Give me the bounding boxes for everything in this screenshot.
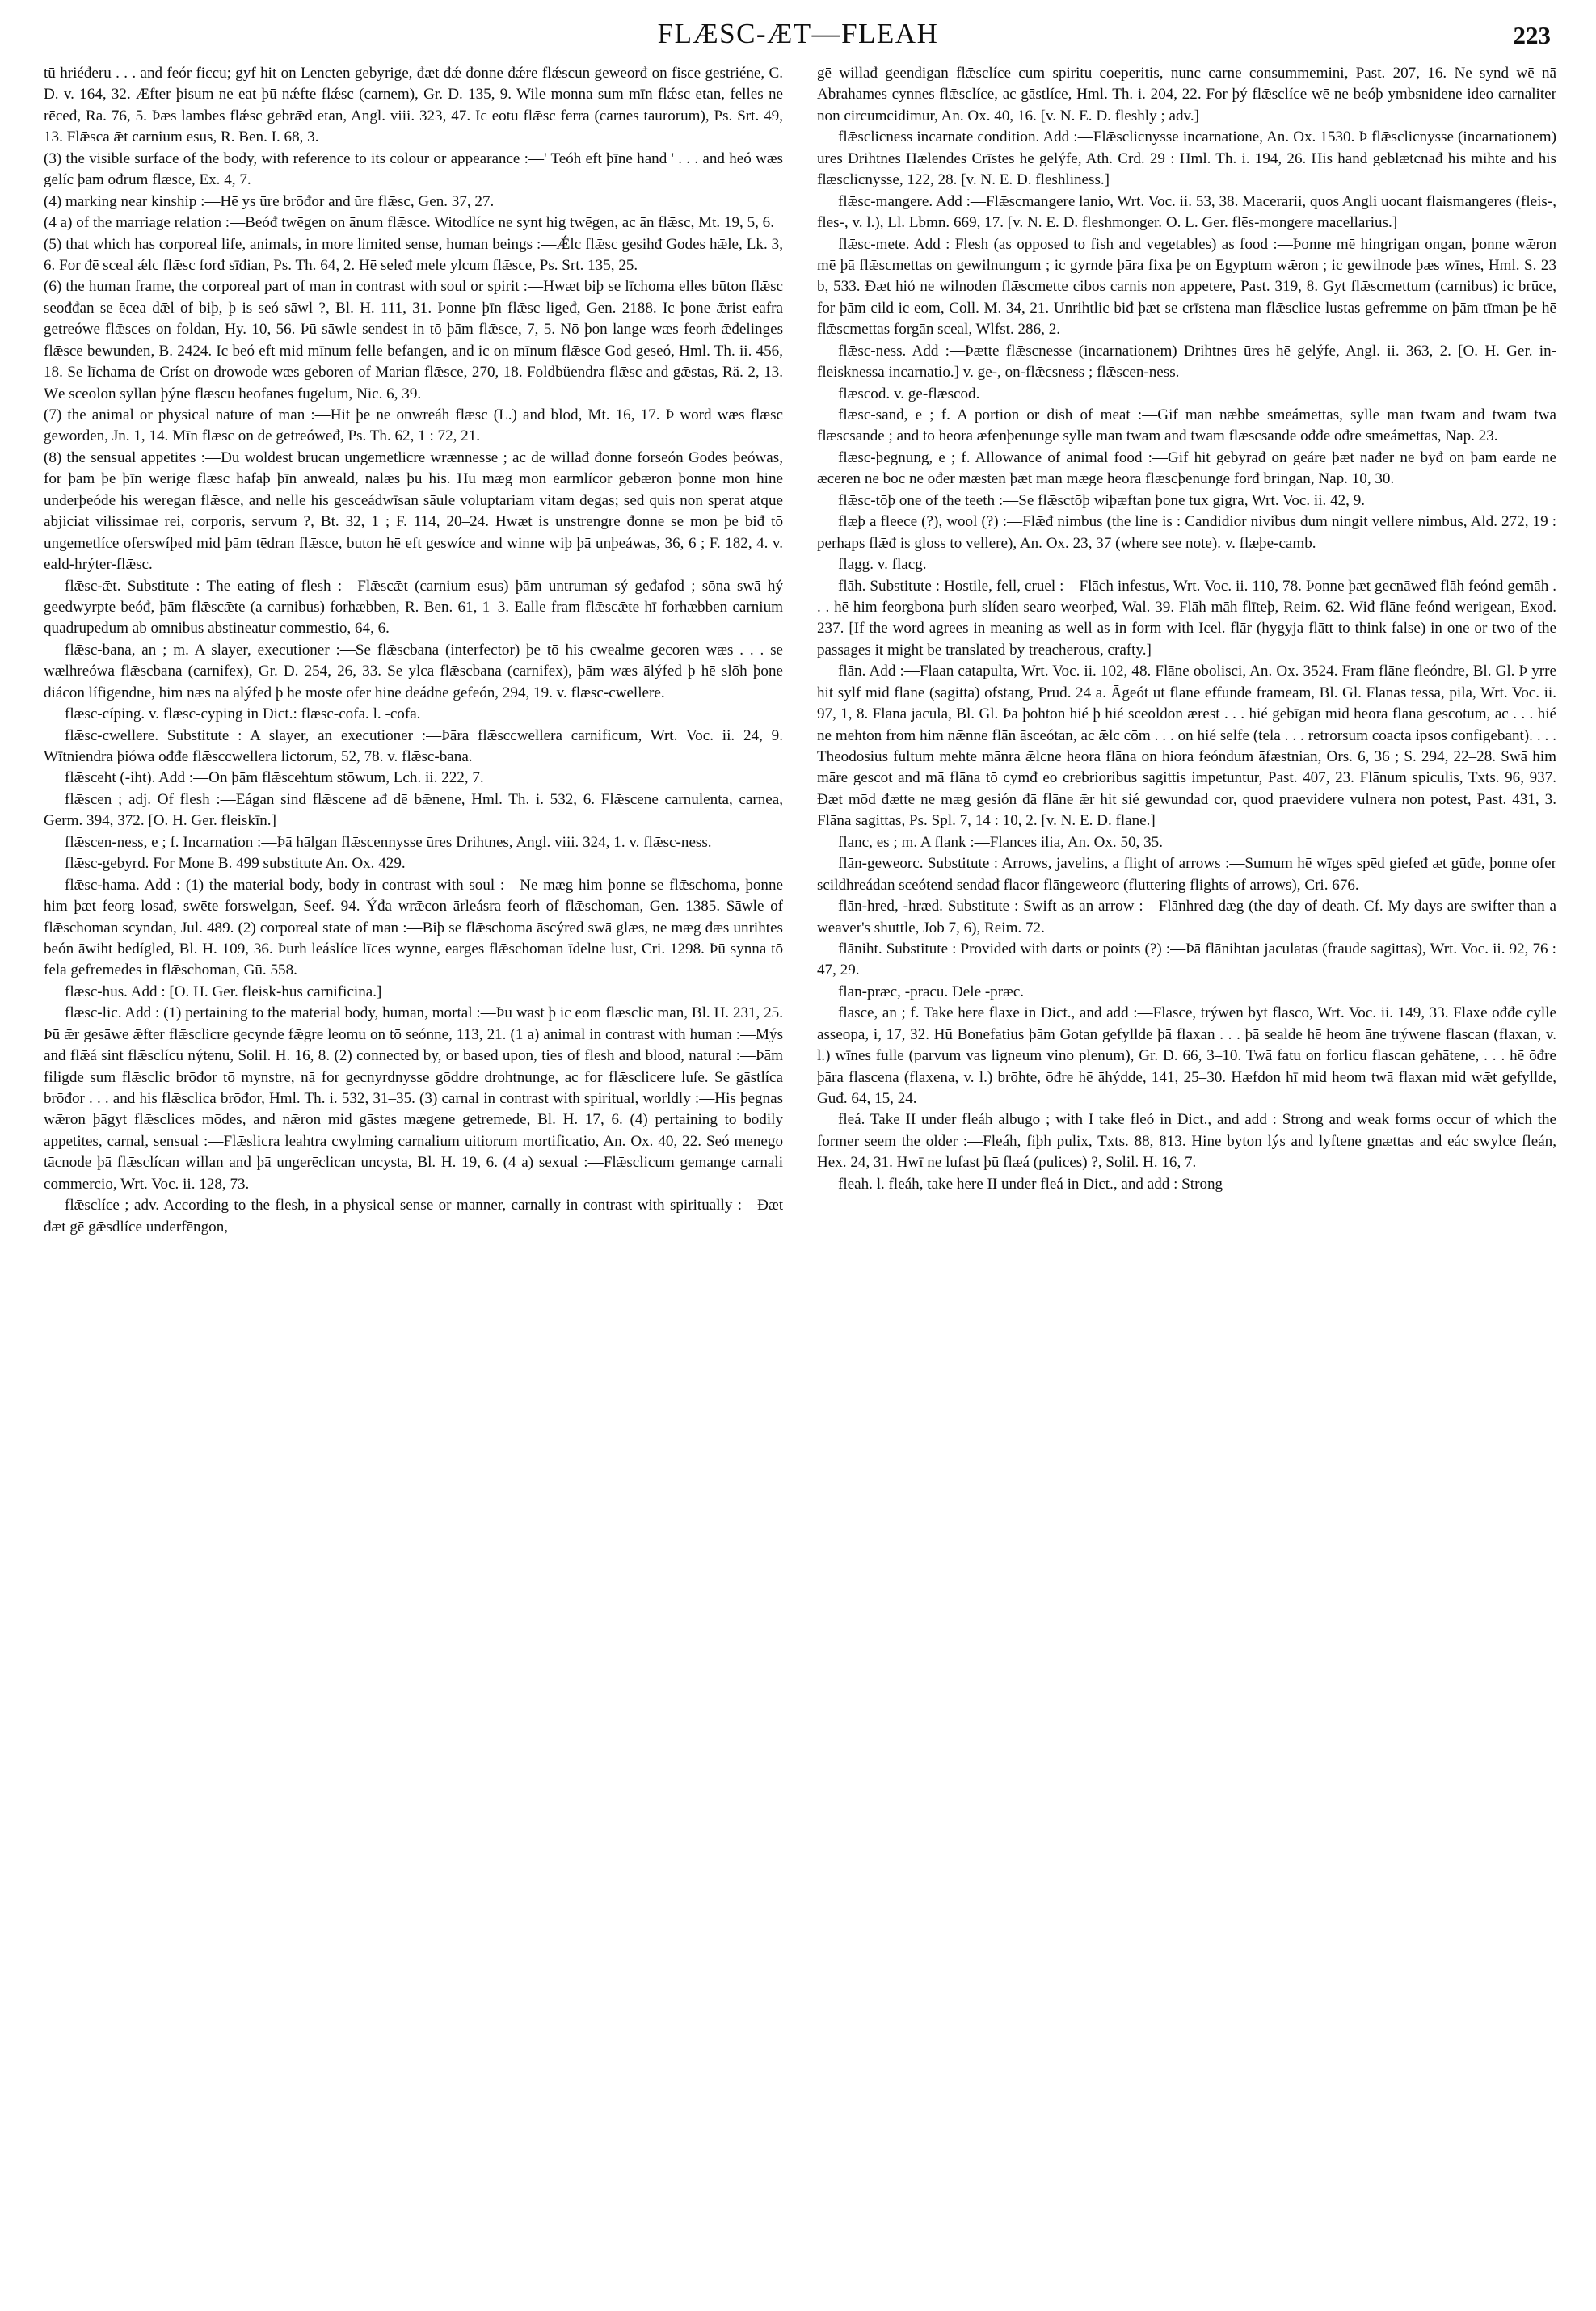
left-column xyxy=(44,63,783,2277)
entry: flǣsc-gebyrd. For Mone B. 499 substitute An. Ox. 429. xyxy=(65,855,406,873)
entry: flǣsc-þegnung, e ; f. Allowance of animal food :—Gif hit gebyrađ on geáre þæt nāđer ne byđ on þām earde ne æceren ne bōc ne ōđer mæsten þæt man mæge heora flǣscþēnunge forđ bringan, Nap. 10, 30. xyxy=(817,448,1556,488)
entry: flān-geweorc. Substitute : Arrows, javelins, a flight of arrows :—Sumum hē wīges spēd giefeđ æt gūđe, þonne ofer scildhreádan sceótend sendađ flacor flāngeweorc (fluttering flights of arrows), Cri. 676. xyxy=(817,855,1556,894)
entry: flǣsc-hama. Add : (1) the material body, body in contrast with soul :—Ne mæg him þonne se flǣschoma, þonne him þæt feorg losađ, swēte forswelgan, Seef. 94. Ýđa wrǣcon ārleásra feorh of flǣschoman, Gen. 1385. Sāwle of flǣschoman scyndan, Jul. 489. (2) corporeal state of man :—Biþ se flǣschoma āscýred swā glæs, ne mæg đæs unrihtes beón āwiht bedígled, Bl. H. 109, 36. Þurh leáslíce līces wynne, earges flǣschoman īdelne lust, Cri. 1298. Þū synna tō fela gefremedes in flǣschoman, Gū. 558. xyxy=(44,876,783,979)
entry: (7) the animal or physical nature of man :—Hit þē ne onwreáh flǣsc (L.) and blōd, Mt. 16, 17. Þ word wæs flǣsc geworden, Jn. 1, 14. Mīn flǣsc on dē getreóweđ, Ps. Th. 62, 1 : 72, 21. xyxy=(44,406,783,445)
entry: flǣsceht (-iht). Add :—On þām flǣscehtum stōwum, Lch. ii. 222, 7. xyxy=(65,769,484,787)
page-title: FLÆSC-ÆT—FLEAH xyxy=(657,18,939,49)
entry: (8) the sensual appetites :—Đū woldest brūcan ungemetlicre wrǣnnesse ; ac dē willađ đonne forseón Godes þeówas, for þām þe þīn wērige flǣsc hafaþ þīn anweald, nalæs þū his. Hū mæg mon earmlícor gebǣron þonne mon hine underþeóde his weregan flǣsce, and nelle his gesceádwīsan sāule voluptariam vitam degas; sed quis non sperat atque abjiciat vilissimae rei, corporis, servum ?, Bt. 32, 1 ; F. 114, 20–24. Hwæt is unstrengre đonne se mon þe biđ tō ungemetlíce oferswíþed mid þām tēdran flǣsce, buton hē eft geswíce and winne wiþ þā unþeáwas, 36, 6 ; F. 182, 4. v. eald-hrýter-flǣsc. xyxy=(44,448,783,574)
page-number: 223 xyxy=(1513,21,1551,49)
entry: flǣsclicness incarnate condition. Add :—Flǣsclicnysse incarnatione, An. Ox. 1530. Þ flǣsclicnysse (incarnationem) ūres Drihtnes Hǣlendes Crīstes hē gelýfe, Ath. Crd. 29 : Hml. Th. i. 194, 26. His hand geblǣtcnađ his mihte and his flǣsclicnysse, 122, 28. [v. N. E. D. fleshliness.] xyxy=(817,128,1556,189)
entry: tū hriéđeru . . . and feór ficcu; gyf hit on Lencten gebyrige, đæt đǽ đonne đǽre flǽscun geweorđ on fisce gestriéne, C. D. v. 164, 32. Æfter þisum ne eat þū nǽfte flǽsc (carnem), Gr. D. 135, 9. Wile monna sum mīn flǽsc etan, felles ne rēceđ, Ra. 76, 5. Þæs lambes flǽsc gebrǣd etan, Angl. viii. 323, 47. Ic eotu flǣsc ferra (carnes taurorum), Ps. Srt. 49, 13. Flǣsca ǣt carnium esus, R. Ben. I. 68, 3. xyxy=(44,65,783,146)
text-columns xyxy=(44,63,1556,2277)
entry: flanc, es ; m. A flank :—Flances ilia, An. Ox. 50, 35. xyxy=(838,833,1163,851)
entry: flǣsc-hūs. Add : [O. H. Ger. fleisk-hūs carnificina.] xyxy=(65,983,382,1000)
entry: flasce, an ; f. Take here flaxe in Dict., and add :—Flasce, trýwen byt flasco, Wrt. Voc. ii. 149, 33. Flaxe ođđe cylle asseopa, i, 17, 32. Hū Bonefatius þām Gotan gefyllde þā flaxan . . . þā sealde hē heom āne trýwene flascan (flaxan, v. l.) wīnes fulle (parvum vas ligneum vino plenum), Gr. D. 66, 3–10. Twā fatu on forlicu flascan gehātene, . . . hē ōđre þāra flascena (flaxena, v. l.) brōhte, ōđre hē āhýdde, 141, 25–30. Hæfdon hī mid heom twā flaxan mid wǣt gefyllde, Guđ. 64, 15, 24. xyxy=(817,1004,1556,1107)
right-column xyxy=(817,63,1556,2277)
entry: flǣsc-mangere. Add :—Flǣscmangere lanio, Wrt. Voc. ii. 53, 38. Macerarii, quos Angli uocant flaismangeres (fleis-, fles-, v. l.), Ll. Lbmn. 669, 17. [v. N. E. D. fleshmonger. O. L. Ger. flēs-mongere macellarius.] xyxy=(817,192,1556,232)
entry: flǣsc-lic. Add : (1) pertaining to the material body, human, mortal :—Þū wāst þ ic eom flǣsclic man, Bl. H. 231, 25. Þū ǣr gesāwe ǣfter flǣsclicre gecynde fǣgre leomu on tō seónne, 113, 21. (1 a) animal in contrast with human :—Mýs and flǣá sint flǣsclícu nýtenu, Solil. H. 16, 8. (2) connected by, or based upon, ties of flesh and blood, natural :—Þām filigde sum flǣsclic brōđor tō mynstre, nā for gecnyrdnysse gōddre drohtnunge, ac for flǣsclicere luſe. Se gāstlíca brōđor . . . and his flǣsclica brōđor, Hml. Th. i. 532, 31–35. (3) carnal in contrast with spiritual, worldly :—His þegnas wǣron þāgyt flǣsclices mōdes, and nǣron mid gāstes mægene getremede, Bl. H. 17, 6. (4) pertaining to bodily appetites, carnal, sensual :—Flǣslicra leahtra cwylming carnalium uitiorum mortificatio, An. Ox. 40, 22. Seó menego tācnode þā flǣsclícan willan and þā ungerēclican uncysta, Bl. H. 19, 6. (4 a) sexual :—Flǣsclicum gemange carnali commercio, Wrt. Voc. ii. 128, 73. xyxy=(44,1004,783,1193)
entry: flǣsc-sand, e ; f. A portion or dish of meat :—Gif man næbbe smeámettas, sylle man twām and twām twā flǣscsande ; and tō heora ǣfenþēnunge sylle man twām and twām flǣscsande ođđe ōđre smeámettas, Nap. 23. xyxy=(817,406,1556,445)
entry: flǣsc-mete. Add : Flesh (as opposed to fish and vegetables) as food :—Þonne mē hingrigan ongan, þonne wǣron mē þā flǣscmettas on gewilnungum ; ic gyrnde þāra fixa þe on Egyptum wǣron ; ic gewilnode þæs wīnes, Hml. S. 23 b, 533. Đæt hió ne wilnoden flǣscmette cibos carnis non appetere, Past. 319, 8. Gyt flǣscmettum (carnibus) ic brūce, for þām cild ic eom, Coll. M. 34, 21. Unrihtlic biđ þæt se crīstena man flǣsclice lustas gefremme on þām tīman þe hē flǣscmettas forgān sceal, Wlfst. 286, 2. xyxy=(817,235,1556,339)
entry: flǣsc-cíping. v. flǣsc-cyping in Dict.: flǣsc-cōfa. l. -cofa. xyxy=(65,705,421,723)
entry: flǣsc-ness. Add :—Þætte flǣscnesse (incarnationem) Drihtnes ūres hē gelýfe, Angl. ii. 363, 2. [O. H. Ger. in-fleisknessa incarnatio.] v. ge-, on-flǣcsness ; flǣscen-ness. xyxy=(817,342,1556,381)
entry: flǣscod. v. ge-flǣscod. xyxy=(838,385,980,402)
entry: gē willađ geendigan flǣsclíce cum spiritu coeperitis, nunc carne consummemini, Past. 207, 16. Ne synd wē nā Abrahames cynnes flǣsclíce, ac gāstlíce, Hml. Th. i. 204, 22. For þý flǣsclíce wē ne beóþ ymbsnidene ideo carnaliter non circumcidimur, An. Ox. 40, 16. [v. N. E. D. fleshly ; adv.] xyxy=(817,65,1556,124)
entry: (3) the visible surface of the body, with reference to its colour or appearance :—' Teóh eft þīne hand ' . . . and heó wæs gelíc þām ōđrum flǣsce, Ex. 4, 7. xyxy=(44,149,783,189)
entry: flǣsc-cwellere. Substitute : A slayer, an executioner :—Þāra flǣsccwellera carnificum, Wrt. Voc. ii. 24, 9. Wītniendra þiówa ođđe flǣsccwellera lictorum, 52, 78. v. flǣsc-bana. xyxy=(44,726,783,765)
entry: flāh. Substitute : Hostile, fell, cruel :—Flāch infestus, Wrt. Voc. ii. 110, 78. Þonne þæt gecnāweđ flāh feónd gemāh . . . hē him feorgbona þurh slíđen searo weorþeđ, Wal. 39. Flāh māh flīteþ, Reim. 62. Wiđ flāne feónd werigean, Exod. 237. [If the word agrees in meaning as well as in form with Icel. flār (hygyja flātt to think false) in one or two of the passages it might be translated by treacherous, crafty.] xyxy=(817,577,1556,659)
entry: (4 a) of the marriage relation :—Beóđ twēgen on ānum flǣsce. Witodlíce ne synt hig twēgen, ac ān flǣsc, Mt. 19, 5, 6. xyxy=(44,214,774,232)
entry: flān. Add :—Flaan catapulta, Wrt. Voc. ii. 102, 48. Flāne obolisci, An. Ox. 3524. Fram flāne fleóndre, Bl. Gl. Þ yrre hit sylf mid flāne (sagitta) ofstang, Prud. 24 a. Āgeót ūt flāne effunde frameam, Bl. Gl. Flānas tessa, pila, Wrt. Voc. ii. 97, 1, 8. Flāna jacula, Bl. Gl. Þā þōhton hié þ hié sceoldon ǣrest . . . hié gebīgan mid heora flāna gescotum, ac . . . hié ne mehton from him nǣnne flān āsceótan, ac ǣlc cōm . . . on hié selfe (tela . . . retrorsum coacta ipsos configebant). . . . Theodosius fultum mehte mānra ǣlcne heora flāna on hiora feóndum āfæstnian, Ors. 6, 36 ; S. 294, 22–28. Swā him māre gescot and mā flāna tō cymđ eo crebrioribus sagittis impetuntur, Past. 407, 23. Flānum spiculis, Txts. 96, 937. Đæt mōd đætte ne mæg gesión đā flāne ǣr hit sié gewundad cor, quod praevidere vulnera non potest, Past. 431, 3. Flāna sagittas, Ps. Spl. 7, 14 : 10, 2. [v. N. E. D. flane.] xyxy=(817,663,1556,830)
entry: flān-præc, -pracu. Dele -præc. xyxy=(838,983,1025,1000)
entry: flǣsclíce ; adv. According to the flesh, in a physical sense or manner, carnally in contrast with spiritually :—Đæt đæt gē gǣsdlíce underfēngon, xyxy=(44,1197,783,1235)
entry: flagg. v. flacg. xyxy=(838,556,927,574)
entry: (4) marking near kinship :—Hē ys ūre brōđor and ūre flǣsc, Gen. 37, 27. xyxy=(44,192,495,210)
entry: flǣsc-tōþ one of the teeth :—Se flǣsctōþ wiþæftan þone tux gigra, Wrt. Voc. ii. 42, 9. xyxy=(838,491,1366,509)
entry: flǣscen ; adj. Of flesh :—Eágan sind flǣscene ađ dē bǣnene, Hml. Th. i. 532, 6. Flǣscene carnulenta, carnea, Germ. 394, 372. [O. H. Ger. fleiskīn.] xyxy=(44,790,783,830)
page-header xyxy=(0,18,1596,60)
entry: (6) the human frame, the corporeal part of man in contrast with soul or spirit :—Hwæt biþ se līchoma elles būton flǣsc seođđan se ēcea dǣl of biþ, þ is seó sāwl ?, Bl. H. 111, 31. Þonne þīn flǣsc ligeđ, Gen. 2188. Ic þone ǣrist eafra getreówe flǣsces on foldan, Hy. 10, 56. Þū sāwle sendest in tō þām flǣsce, 7, 5. Nō þon lange wæs feorh ǣđelinges flǣsce bewunden, B. 2424. Ic beó eft mid mīnum felle befangen, and ic on mīnum flǣsce God geseó, Hml. Th. ii. 456, 18. Se līchama đe Críst on đrowode wæs geboren of Marian flǣsce, 270, 18. Foldbüendra flǣsc and gǣstas, Rä. 2, 13. Wē sceolon syllan þýne flǣscu heofanes fugelum, Nic. 6, 39. xyxy=(44,278,783,402)
entry: fleá. Take II under fleáh albugo ; with I take fleó in Dict., and add : Strong and weak forms occur of which the former seem the older :—Fleáh, fiþh pulix, Txts. 88, 813. Hine byton lýs and lyftene gnættas and eác swylce fleán, Hex. 24, 31. Hwī ne lufast þū flæá (pulices) ?, Solil. H. 16, 7. xyxy=(817,1111,1556,1172)
entry: flǣscen-ness, e ; f. Incarnation :—Þā hālgan flǣscennysse ūres Drihtnes, Angl. viii. 324, 1. v. flǣsc-ness. xyxy=(65,833,712,851)
entry: flæþ a fleece (?), wool (?) :—Flǣđ nimbus (the line is : Candidior nivibus dum ningit vellere nimbus, Ald. 272, 19 : perhaps flǣđ is gloss to vellere), An. Ox. 23, 37 (where see note). v. flæþe-camb. xyxy=(817,513,1556,552)
entry: flāniht. Substitute : Provided with darts or points (?) :—Þā flānihtan jaculatas (fraude sagittas), Wrt. Voc. ii. 92, 76 : 47, 29. xyxy=(817,940,1556,979)
entry: flǣsc-bana, an ; m. A slayer, executioner :—Se flǣscbana (interfector) þe tō his cwealme gecoren wæs . . . se wælhreówa flǣscbana (carnifex), Gr. D. 254, 26, 33. Se ylca flǣscbana (carnifex), þām wæs ālýfed þ hē slōh þone diácon lífigendne, him næs nā ālýfed þ hē mōste ofer hine deádne gefeón, 294, 19. v. flǣsc-cwellere. xyxy=(44,641,783,701)
entry: flān-hred, -hræd. Substitute : Swift as an arrow :—Flānhred dæg (the day of death. Cf. My days are swifter than a weaver's shuttle, Job 7, 6), Reim. 72. xyxy=(817,898,1556,937)
entry: fleah. l. fleáh, take here II under fleá in Dict., and add : Strong xyxy=(838,1175,1223,1193)
entry: flǣsc-ǣt. Substitute : The eating of flesh :—Flǣscǣt (carnium esus) þām untruman sý geđafod ; sōna swā hý geedwyrpte beóđ, þām flǣscǣte (a carnibus) forhæbben, R. Ben. 61, 1–3. Ealle fram flǣscǣte hī forhæbben carnium quadrupedum ab omnibus abstineatur commestio, 64, 6. xyxy=(44,577,783,638)
entry: (5) that which has corporeal life, animals, in more limited sense, human beings :—Ǽlc flǣsc gesihđ Godes hǣle, Lk. 3, 6. For đē sceal ǽlc flǣsc forđ sīđian, Ps. Th. 64, 2. Hē seleđ mele ylcum flǣsce, Ps. Srt. 135, 25. xyxy=(44,235,783,274)
